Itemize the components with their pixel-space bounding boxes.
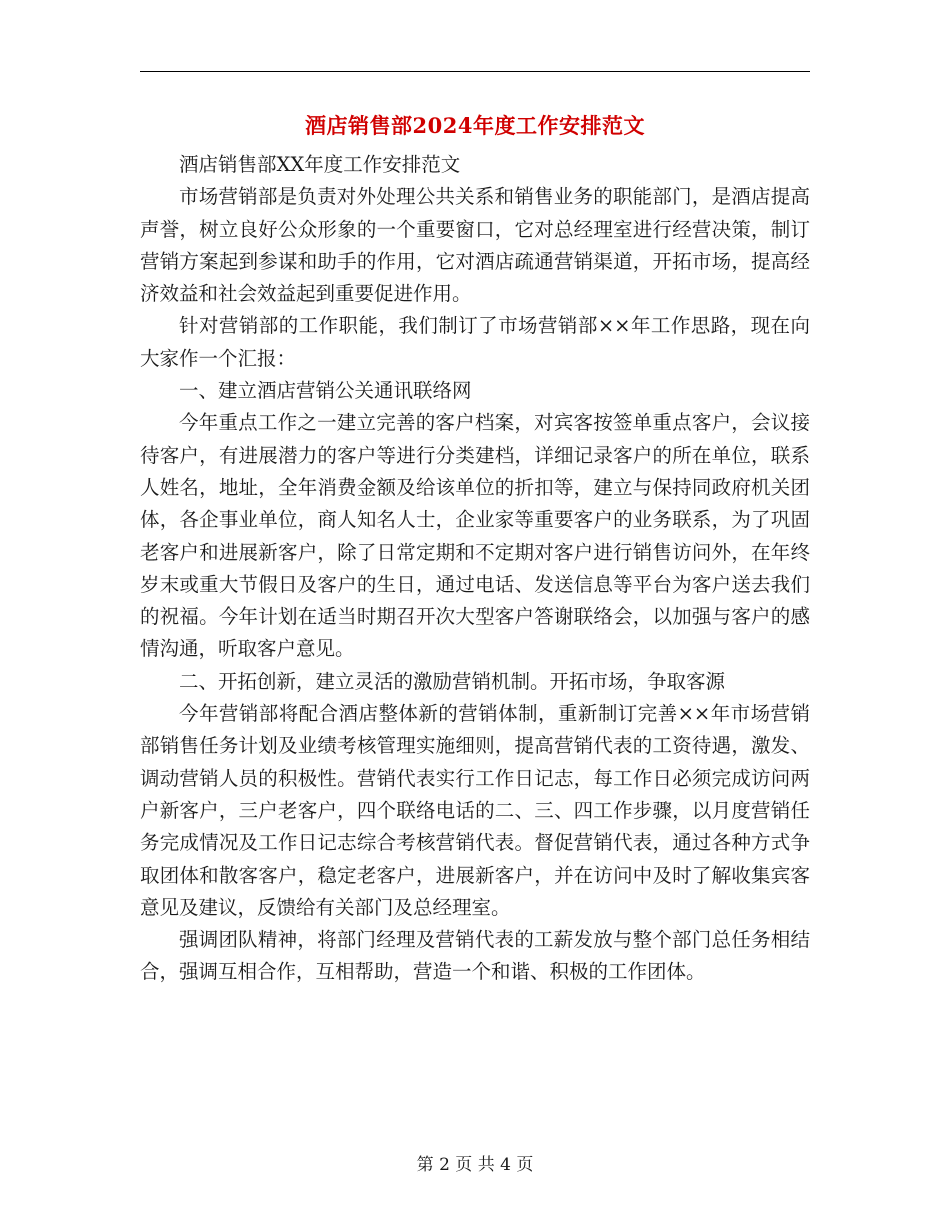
section-2-paragraph: 今年营销部将配合酒店整体新的营销体制，重新制订完善××年市场营销部销售任务计划及业绩考核管理实施细则，提高营销代表的工资待遇，激发、调动营销人员的积极性。营销代表实行工作日记志，每工作日必须完成访问两户新客户，三户老客户，四个联络电话的二、三、四工作步骤，以月度营销任务完成情况及工作日记志综合考核营销代表。督促营销代表，通过各种方式争取团体和散客客户，稳定老客户，进展新客户，并在访问中及时了解收集宾客意见及建议，反馈给有关部门及总经理室。 — [140, 702, 810, 919]
section-heading-2: 二、开拓创新，建立灵活的激励营销机制。开拓市场，争取客源 — [179, 669, 726, 693]
subtitle-paragraph: 酒店销售部XX年度工作安排范文 — [179, 153, 461, 176]
section-heading-1: 一、建立酒店营销公关通讯联络网 — [179, 379, 472, 403]
summary-paragraph: 针对营销部的工作职能，我们制订了市场营销部××年工作思路，现在向大家作一个汇报： — [140, 314, 810, 370]
page-number: 第 2 页 共 4 页 — [416, 1155, 534, 1175]
document-body — [140, 149, 810, 989]
header-divider — [140, 71, 810, 72]
document-title: 酒店销售部2024年度工作安排范文 — [305, 113, 645, 138]
teamwork-paragraph: 强调团队精神，将部门经理及营销代表的工薪发放与整个部门总任务相结合，强调互相合作，互相帮助，营造一个和谐、积极的工作团体。 — [140, 928, 810, 984]
section-1-paragraph: 今年重点工作之一建立完善的客户档案，对宾客按签单重点客户，会议接待客户，有进展潜力的客户等进行分类建档，详细记录客户的所在单位，联系人姓名，地址，全年消费金额及给该单位的折扣等，建立与保持同政府机关团体，各企事业单位，商人知名人士，企业家等重要客户的业务联系，为了巩固老客户和进展新客户，除了日常定期和不定期对客户进行销售访问外，在年终岁末或重大节假日及客户的生日，通过电话、发送信息等平台为客户送去我们的祝福。今年计划在适当时期召开次大型客户答谢联络会，以加强与客户的感情沟通，听取客户意见。 — [140, 411, 810, 661]
intro-paragraph: 市场营销部是负责对外处理公共关系和销售业务的职能部门，是酒店提高声誉，树立良好公众形象的一个重要窗口，它对总经理室进行经营决策，制订营销方案起到参谋和助手的作用，它对酒店疏通营销渠道，开拓市场，提高经济效益和社会效益起到重要促进作用。 — [140, 185, 810, 306]
